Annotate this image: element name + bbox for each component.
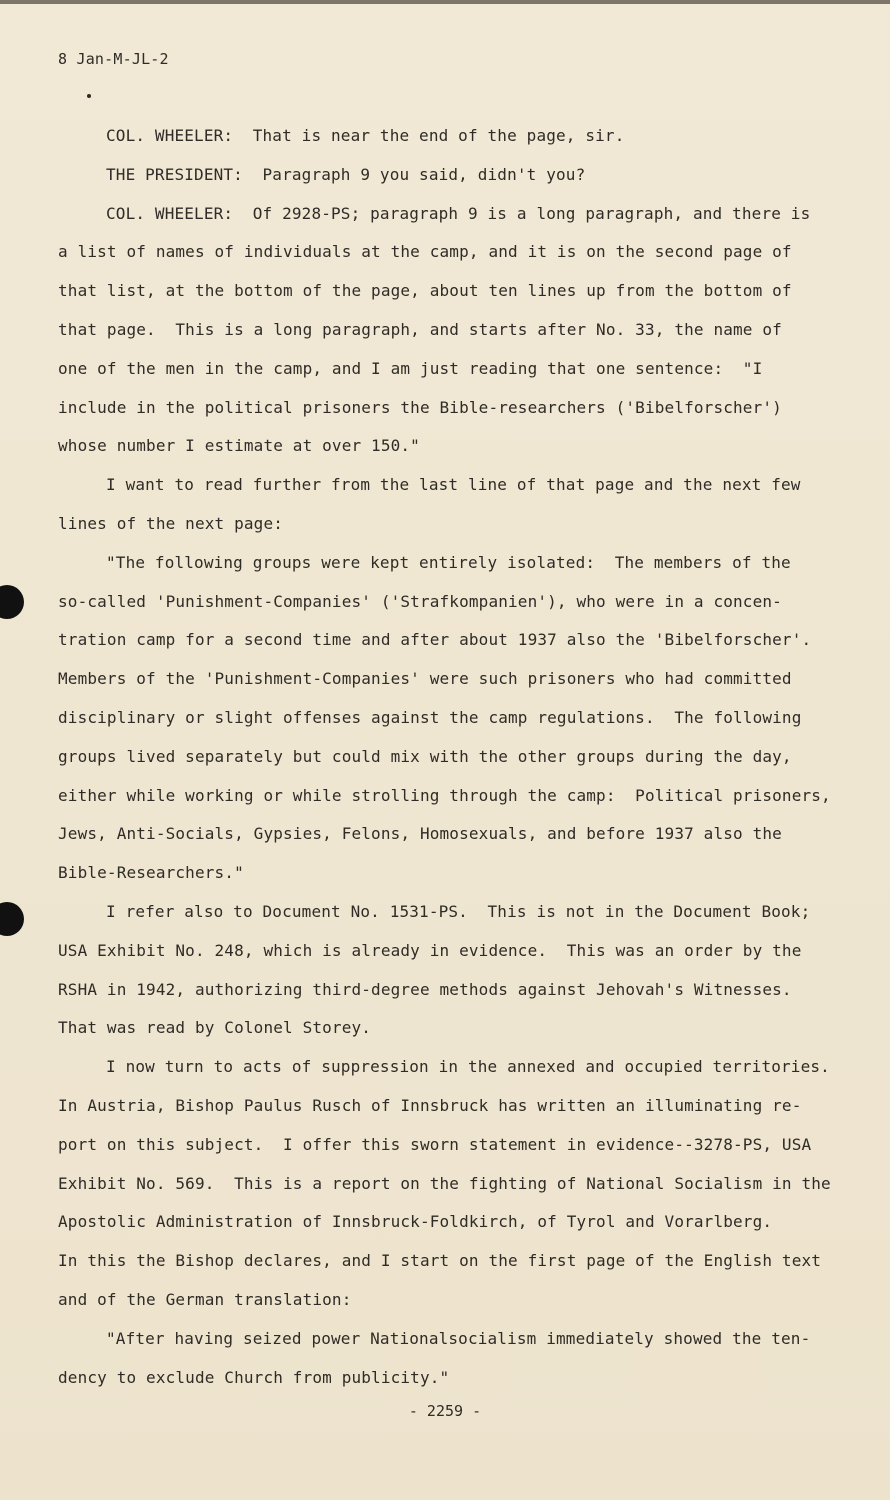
text-line: I want to read further from the last line of that page and the next few — [106, 475, 801, 495]
text-line: I refer also to Document No. 1531-PS. This is not in the Document Book; — [106, 901, 811, 921]
text-line: include in the political prisoners the Bible-researchers ('Bibelforscher') — [58, 397, 782, 417]
ink-dot — [87, 94, 91, 98]
text-line: so-called 'Punishment-Companies' ('Strafkompanien'), who were in a concen- — [58, 591, 782, 611]
text-line: COL. WHEELER: That is near the end of the page, sir. — [106, 126, 625, 145]
text-line: In Austria, Bishop Paulus Rusch of Innsbruck has written an illuminating re- — [58, 1095, 802, 1115]
text-line: I now turn to acts of suppression in the annexed and occupied territories. — [106, 1057, 830, 1077]
text-line: "The following groups were kept entirely isolated: The members of the — [106, 552, 791, 572]
text-line: and of the German translation: — [58, 1289, 352, 1309]
text-line: port on this subject. I offer this sworn statement in evidence--3278-PS, USA — [58, 1134, 812, 1154]
text-line: Exhibit No. 569. This is a report on the fighting of National Socialism in the — [58, 1173, 831, 1193]
page-number: - 2259 - — [408, 1402, 482, 1420]
text-line: that list, at the bottom of the page, about ten lines up from the bottom of — [58, 281, 792, 301]
document-reference: 8 Jan-M-JL-2 — [58, 50, 169, 68]
text-line: Bible-Researchers." — [58, 863, 244, 883]
text-line: tration camp for a second time and after about 1937 also the 'Bibelforscher'. — [58, 630, 812, 650]
text-line: either while working or while strolling through the camp: Political prisoners, — [58, 785, 831, 805]
text-line: "After having seized power Nationalsocialism immediately showed the ten- — [106, 1328, 811, 1348]
text-line: COL. WHEELER: Of 2928-PS; paragraph 9 is a long paragraph, and there is — [106, 203, 811, 223]
text-line: Members of the 'Punishment-Companies' were such prisoners who had committed — [58, 669, 792, 689]
text-line: That was read by Colonel Storey. — [58, 1018, 372, 1038]
text-line: Apostolic Administration of Innsbruck-Foldkirch, of Tyrol and Vorarlberg. — [58, 1212, 773, 1232]
text-line: RSHA in 1942, authorizing third-degree methods against Jehovah's Witnesses. — [58, 979, 792, 999]
text-line: disciplinary or slight offenses against the camp regulations. The following — [58, 707, 802, 727]
text-line: THE PRESIDENT: Paragraph 9 you said, didn't you? — [106, 164, 586, 184]
text-line: Jews, Anti-Socials, Gypsies, Felons, Homosexuals, and before 1937 also the — [58, 824, 782, 844]
text-line: dency to exclude Church from publicity." — [58, 1367, 450, 1387]
text-line: USA Exhibit No. 248, which is already in evidence. This was an order by the — [58, 940, 802, 960]
text-line: that page. This is a long paragraph, and starts after No. 33, the name of — [58, 319, 782, 339]
text-line: a list of names of individuals at the camp, and it is on the second page of — [58, 242, 792, 262]
text-line: whose number I estimate at over 150." — [58, 436, 420, 456]
transcript-body — [58, 117, 831, 1397]
punch-hole — [0, 585, 24, 619]
text-line: lines of the next page: — [58, 513, 284, 533]
text-line: one of the men in the camp, and I am just reading that one sentence: "I — [58, 358, 763, 378]
text-line: groups lived separately but could mix with the other groups during the day, — [58, 746, 792, 766]
page-top-edge — [0, 0, 890, 4]
text-line: In this the Bishop declares, and I start on the first page of the English text — [58, 1251, 822, 1271]
punch-hole — [0, 902, 24, 936]
